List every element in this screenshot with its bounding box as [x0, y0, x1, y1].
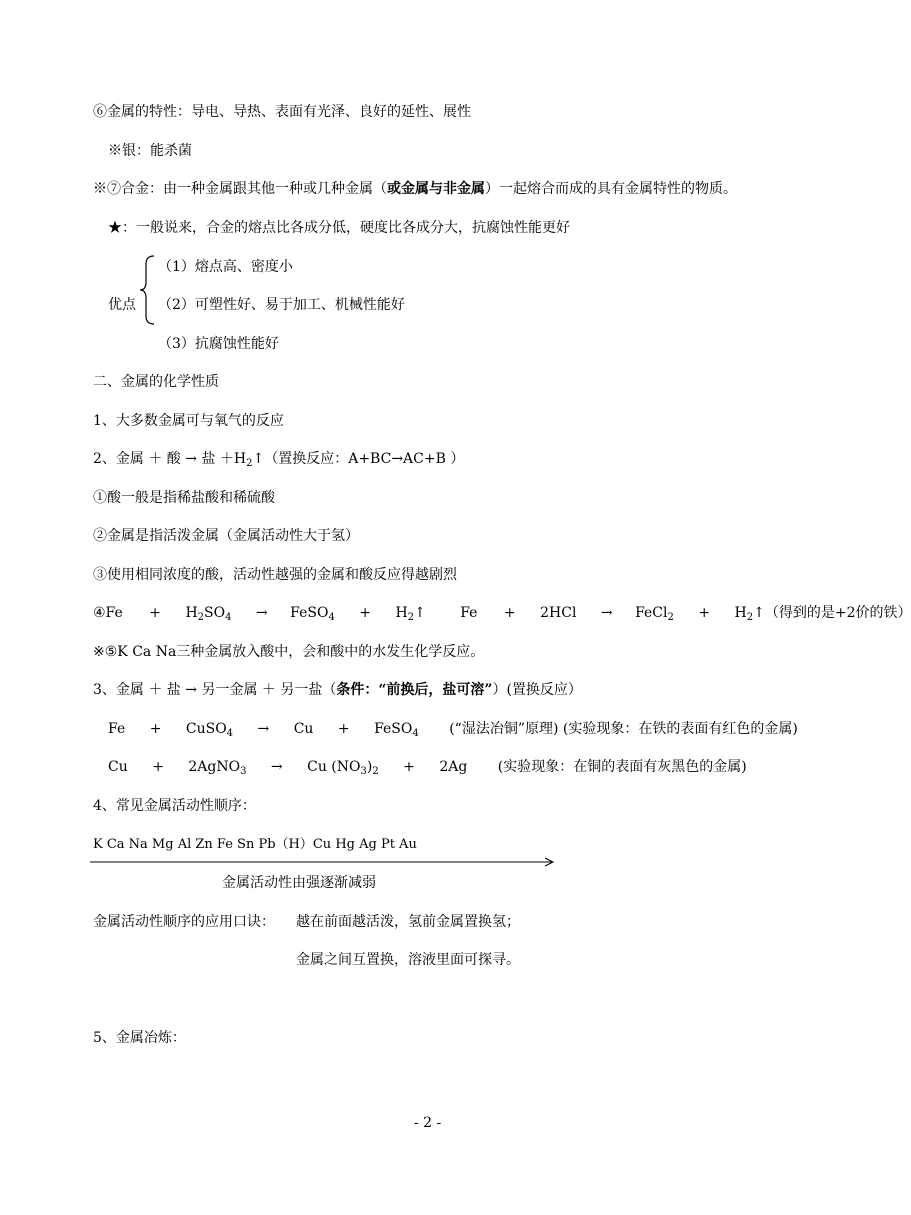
- eq-feso4-base: FeSO: [290, 605, 329, 621]
- eq2-hcl: 2HCl: [540, 605, 577, 621]
- r1-cuso4-sub: 4: [226, 728, 234, 739]
- r1-cuso4-base: CuSO: [185, 721, 227, 737]
- note-5-k-ca-na: ※⑤K Ca Na三种金属放入酸中，会和酸中的水发生化学反应。: [93, 644, 485, 660]
- r2-ag: 2Ag: [439, 759, 468, 775]
- note-1-acids: ①酸一般是指稀盐酸和稀硫酸: [93, 490, 275, 506]
- r2-agno3-base: 2AgNO: [188, 759, 241, 775]
- eq-h2-up: ↑: [414, 605, 426, 621]
- advantage-3: （3）抗腐蚀性能好: [158, 336, 279, 352]
- p2-sub: 2: [246, 458, 253, 469]
- r2-plus-2: +: [403, 759, 415, 775]
- arrow-line: [90, 856, 560, 868]
- eq-fe: ④Fe: [93, 605, 123, 621]
- eq2-h2-h: H: [734, 605, 747, 621]
- eq2-plus-1: +: [503, 605, 516, 621]
- activity-series: K Ca Na Mg Al Zn Fe Sn Pb（H）Cu Hg Ag Pt Au: [93, 837, 417, 852]
- r2-agno3: [188, 759, 246, 775]
- eq-h2-h: H: [395, 605, 408, 621]
- eq-h2-sub: 2: [407, 612, 415, 623]
- r1-cuso4: [186, 721, 233, 737]
- r2-plus-1: +: [152, 759, 164, 775]
- eq-h2so4-h: H: [185, 605, 198, 621]
- r1-feso4: [374, 721, 419, 737]
- advantage-2: （2）可塑性好、易于加工、机械性能好: [158, 297, 405, 313]
- rhyme-line-1: 越在前面越活泼，氢前金属置换氢；: [296, 914, 520, 930]
- section-2-heading: 二、金属的化学性质: [93, 374, 219, 390]
- alloy-text-1: ※⑦合金：由一种金属跟其他一种或几种金属（: [93, 181, 387, 197]
- eq2-h2: [735, 605, 765, 621]
- r1-note: (“湿法冶铜”原理) (实验现象：在铁的表面有红色的金属): [449, 721, 798, 737]
- r1-plus-1: +: [149, 721, 162, 737]
- eq-h2so4-sub4: 4: [225, 612, 232, 623]
- p3-text-2: ）(置换反应）: [492, 682, 582, 698]
- item-6-metal-properties: ⑥金属的特性：导电、导热、表面有光泽、良好的延性、展性: [93, 104, 471, 120]
- eq-h2so4-sub2: 2: [197, 612, 205, 623]
- reaction-fe-cuso4: [108, 720, 798, 738]
- eq2-arrow: →: [600, 605, 613, 621]
- page-number: - 2 -: [414, 1115, 442, 1131]
- p2-text: 2、金属 ＋ 酸 → 盐 ＋H: [93, 451, 247, 467]
- eq-h2: [395, 605, 425, 621]
- p3-bold: 条件：“前换后，盐可溶”: [336, 682, 493, 698]
- note-3-concentration: ③使用相同浓度的酸，活动性越强的金属和酸反应得越剧烈: [93, 567, 457, 583]
- eq2-plus-2: +: [698, 605, 711, 621]
- eq2-h2-up: ↑: [753, 605, 765, 621]
- rhyme-label: 金属活动性顺序的应用口诀：: [93, 914, 275, 930]
- eq-h2so4-so: SO: [204, 605, 226, 621]
- p2-text-2: ↑（置换反应：A+BC→AC+B ）: [252, 451, 465, 467]
- r1-feso4-base: FeSO: [374, 721, 413, 737]
- rhyme-line-2: 金属之间互置换，溶液里面可探寻。: [296, 952, 520, 968]
- r1-feso4-sub: 4: [412, 728, 419, 739]
- point-2-metal-acid: [93, 450, 464, 468]
- point-3-metal-salt: [93, 681, 582, 699]
- eq-arrow-1: →: [255, 605, 268, 621]
- eq2-fe: Fe: [460, 605, 478, 621]
- r1-arrow: →: [257, 721, 270, 737]
- note-alloy-melting-point: ★：一般说来，合金的熔点比各成分低，硬度比各成分大，抗腐蚀性能更好: [108, 220, 570, 236]
- r2-agno3-sub: 3: [240, 766, 247, 777]
- r2-cuno32: [307, 759, 379, 775]
- eq-plus-1: +: [149, 605, 161, 621]
- point-4-activity-series: 4、常见金属活动性顺序：: [93, 798, 256, 814]
- r2-arrow: →: [270, 759, 283, 775]
- r2-note: (实验现象：在铜的表面有灰黑色的金属): [497, 759, 747, 775]
- eq-plus-2: +: [359, 605, 371, 621]
- left-brace: [138, 254, 158, 326]
- point-1-oxygen: 1、大多数金属可与氧气的反应: [93, 413, 284, 429]
- note-2-active-metals: ②金属是指活泼金属（金属活动性大于氢）: [93, 528, 359, 544]
- eq2-note: （得到的是+2价的铁）: [764, 605, 911, 621]
- r2-cuno32-close: ): [366, 759, 373, 775]
- p3-text: 3、金属 ＋ 盐 → 另一金属 ＋ 另一盐（: [93, 682, 337, 698]
- eq2-h2-sub: 2: [746, 612, 754, 623]
- r2-cuno32-sub3: 3: [360, 766, 367, 777]
- note-4-equations: [93, 604, 911, 622]
- r2-cuno32-base: Cu (NO: [307, 759, 361, 775]
- alloy-bold: 或金属与非金属: [387, 181, 485, 197]
- r2-cuno32-sub2: 2: [372, 766, 379, 777]
- r1-plus-2: +: [337, 721, 350, 737]
- item-7-alloy: [93, 180, 737, 198]
- eq2-fecl2-base: FeCl: [635, 605, 668, 621]
- eq-feso4-sub: 4: [328, 612, 335, 623]
- reaction-cu-agno3: [108, 758, 747, 776]
- eq-feso4: [290, 605, 335, 621]
- r1-fe: Fe: [108, 721, 126, 737]
- alloy-text-2: ）一起熔合而成的具有金属特性的物质。: [485, 181, 737, 197]
- r1-cu: Cu: [293, 721, 314, 737]
- note-silver: ※银：能杀菌: [108, 143, 192, 159]
- r2-cu: Cu: [108, 759, 128, 775]
- advantage-1: （1）熔点高、密度小: [158, 259, 293, 275]
- eq2-fecl2: [635, 605, 674, 621]
- point-5-smelting: 5、金属冶炼：: [93, 1030, 186, 1046]
- activity-series-caption: 金属活动性由强逐渐减弱: [222, 875, 376, 891]
- eq2-fecl2-sub: 2: [667, 612, 674, 623]
- eq-h2so4: [185, 605, 231, 621]
- advantages-label: 优点: [108, 297, 136, 313]
